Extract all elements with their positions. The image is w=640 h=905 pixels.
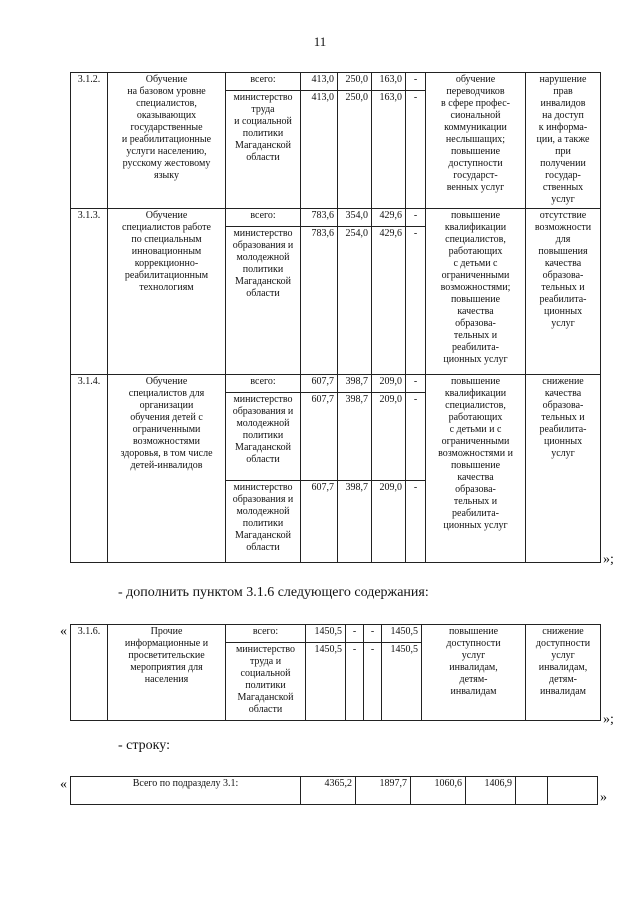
funding-label: всего: [226, 625, 306, 643]
item-name: Обучение специалистов работе по специальным инновационным коррекционно- реабилитационным технологиям [108, 209, 226, 375]
funding-label: всего: [226, 375, 301, 393]
value-cell: 250,0 [338, 73, 372, 91]
value-cell: 209,0 [372, 481, 406, 563]
added-item-table [70, 624, 601, 721]
value-cell: 163,0 [372, 91, 406, 209]
value-cell: 607,7 [301, 481, 338, 563]
value-cell: 250,0 [338, 91, 372, 209]
item-code: 3.1.2. [71, 73, 108, 209]
value-cell: 209,0 [372, 393, 406, 481]
expected-result: повышение квалификации специалистов, работающих с детьми с ограниченными возможностями; повышение качества образова- тельных и реабилита- ционных услуг [426, 209, 526, 375]
value-cell: - [406, 481, 426, 563]
value-cell: - [406, 73, 426, 91]
value-cell: 1060,6 [411, 777, 466, 805]
total-row-table [70, 776, 598, 805]
value-cell: 1450,5 [306, 643, 346, 721]
expected-result: обучение переводчиков в сфере профес- сиональной коммуникации неслышащих; повышение доступности государст- венных услуг [426, 73, 526, 209]
empty-cell [548, 777, 598, 805]
value-cell: 1450,5 [306, 625, 346, 643]
empty-cell [516, 777, 548, 805]
value-cell: - [406, 209, 426, 227]
value-cell: 607,7 [301, 375, 338, 393]
expected-result: повышение доступности услуг инвалидам, детям- инвалидам [422, 625, 526, 721]
value-cell: 398,7 [338, 481, 372, 563]
risk-text: снижение доступности услуг инвалидам, детям- инвалидам [526, 625, 601, 721]
opening-quote: « [60, 777, 67, 792]
value-cell: 254,0 [338, 227, 372, 375]
value-cell: 1450,5 [382, 625, 422, 643]
value-cell: 783,6 [301, 227, 338, 375]
funding-label: министерство образования и молодежной политики Магаданской области [226, 393, 301, 481]
value-cell: 783,6 [301, 209, 338, 227]
item-name: Прочие информационные и просветительские мероприятия для населения [108, 625, 226, 721]
value-cell: 429,6 [372, 209, 406, 227]
closing-quote: »; [603, 552, 614, 567]
funding-label: министерство образования и молодежной политики Магаданской области [226, 481, 301, 563]
value-cell: 607,7 [301, 393, 338, 481]
table-row [71, 777, 598, 805]
value-cell: 429,6 [372, 227, 406, 375]
value-cell: - [406, 375, 426, 393]
value-cell: 1450,5 [382, 643, 422, 721]
item-name: Обучение специалистов для организации обучения детей с ограниченными возможностями здоровья, в том числе детей-инвалидов [108, 375, 226, 563]
value-cell: 4365,2 [301, 777, 356, 805]
risk-text: снижение качества образова- тельных и реабилита- ционных услуг [526, 375, 601, 563]
value-cell: 1406,9 [466, 777, 516, 805]
value-cell: - [406, 91, 426, 209]
item-code: 3.1.6. [71, 625, 108, 721]
value-cell: 398,7 [338, 393, 372, 481]
risk-text: отсутствие возможности для повышения качества образова- тельных и реабилита- ционных услуг [526, 209, 601, 375]
funding-label: министерство труда и социальной политики Магаданской области [226, 643, 306, 721]
value-cell: 209,0 [372, 375, 406, 393]
risk-text: нарушение прав инвалидов на доступ к информа- ции, а также при получении государ- ственных услуг [526, 73, 601, 209]
total-label: Всего по подразделу 3.1: [71, 777, 301, 805]
value-cell: - [364, 643, 382, 721]
value-cell: - [346, 643, 364, 721]
paragraph-row: - строку: [118, 738, 170, 753]
funding-label: всего: [226, 73, 301, 91]
page-number: 11 [313, 34, 327, 49]
closing-quote: » [600, 790, 607, 805]
program-table [70, 72, 601, 563]
item-name: Обучение на базовом уровне специалистов, оказывающих государственные и реабилитационные услуги населению, русскому жестовому языку [108, 73, 226, 209]
table-row [71, 375, 601, 393]
opening-quote: « [60, 624, 67, 639]
table-row [71, 625, 601, 643]
funding-label: министерство труда и социальной политики Магаданской области [226, 91, 301, 209]
value-cell: - [364, 625, 382, 643]
value-cell: 398,7 [338, 375, 372, 393]
item-code: 3.1.4. [71, 375, 108, 563]
value-cell: 413,0 [301, 91, 338, 209]
value-cell: 413,0 [301, 73, 338, 91]
closing-quote: »; [603, 712, 614, 727]
item-code: 3.1.3. [71, 209, 108, 375]
value-cell: 163,0 [372, 73, 406, 91]
table-row [71, 209, 601, 227]
table-row [71, 73, 601, 91]
value-cell: - [406, 227, 426, 375]
funding-label: министерство образования и молодежной политики Магаданской области [226, 227, 301, 375]
value-cell: - [346, 625, 364, 643]
paragraph-add-item: - дополнить пунктом 3.1.6 следующего содержания: [118, 585, 429, 600]
value-cell: - [406, 393, 426, 481]
value-cell: 1897,7 [356, 777, 411, 805]
funding-label: всего: [226, 209, 301, 227]
expected-result: повышение квалификации специалистов, работающих с детьми и с ограниченными возможностями и повышение качества образова- тельных и реабилита- ционных услуг [426, 375, 526, 563]
value-cell: 354,0 [338, 209, 372, 227]
